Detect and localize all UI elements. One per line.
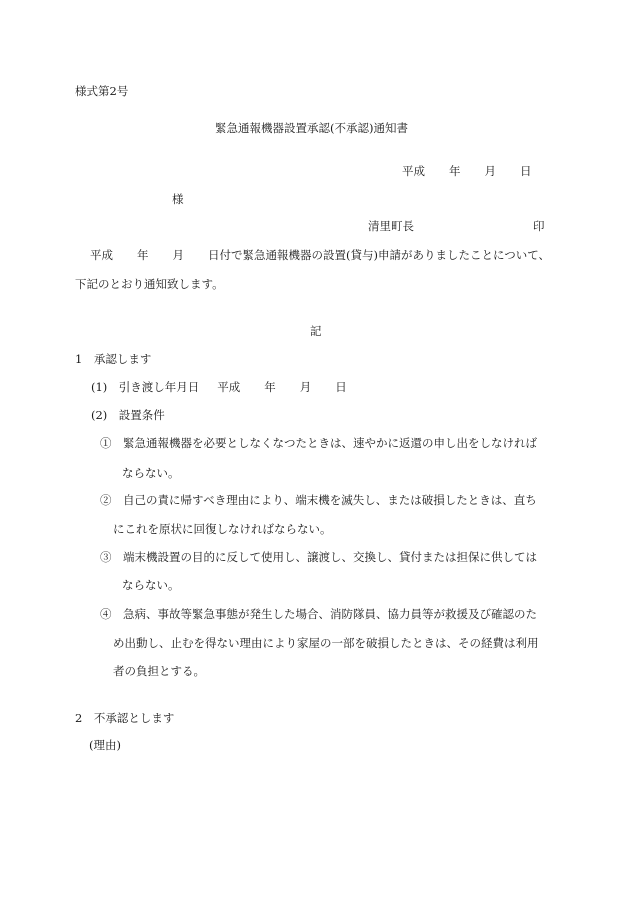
condition-1-line-1: ① 緊急通報機器を必要としなくなつたときは、速やかに返還の申し出をしなければ	[100, 436, 537, 450]
document-title: 緊急通報機器設置承認(不承認)通知書	[215, 121, 408, 135]
condition-3-line-2: ならない。	[122, 578, 180, 592]
date-year: 年	[449, 164, 461, 178]
condition-2-line-2: にこれを原状に回復しなければならない。	[113, 522, 332, 536]
body-paragraph-line-2: 下記のとおり通知致します。	[75, 277, 224, 291]
body-paragraph-line-1	[90, 250, 550, 262]
issue-date	[402, 166, 532, 178]
issuer-name: 清里町長	[368, 219, 414, 233]
date-era: 平成	[402, 164, 425, 178]
condition-3-line-1: ③ 端末機設置の目的に反して使用し、譲渡し、交換し、貸付または担保に供しては	[100, 550, 537, 564]
condition-4-line-1: ④ 急病、事故等緊急事態が発生した場合、消防隊員、協力員等が救援及び確認のた	[100, 607, 537, 621]
addressee: 様	[172, 192, 184, 206]
body-era: 平成	[90, 248, 113, 262]
delivery-date-item	[91, 382, 347, 394]
condition-2-line-1: ② 自己の責に帰すべき理由により、端末機を滅失し、または破損したときは、直ち	[100, 493, 537, 507]
issuer	[368, 219, 545, 233]
section-2-heading: 2 不承認とします	[75, 711, 175, 725]
body-year: 年	[137, 248, 149, 262]
body-text-1: 日付で緊急通報機器の設置(貸与)申請がありましたことについて、	[208, 248, 551, 262]
reason-label: (理由)	[89, 738, 121, 752]
delivery-month: 月	[299, 380, 312, 394]
delivery-year: 年	[264, 380, 276, 394]
condition-4-line-3: 者の負担とする。	[113, 664, 205, 678]
section-1-heading: 1 承認します	[75, 352, 152, 366]
form-number: 様式第2号	[75, 84, 129, 98]
delivery-era: 平成	[217, 380, 241, 394]
condition-1-line-2: ならない。	[122, 466, 180, 480]
ki-heading: 記	[310, 324, 322, 338]
date-day: 日	[520, 164, 532, 178]
conditions-heading: (2) 設置条件	[91, 408, 165, 422]
delivery-date-label: (1) 引き渡し年月日	[91, 380, 200, 394]
date-month: 月	[484, 164, 496, 178]
body-month: 月	[172, 248, 184, 262]
condition-4-line-2: め出動し、止むを得ない理由により家屋の一部を破損したときは、その経費は利用	[113, 636, 539, 650]
delivery-day: 日	[335, 380, 347, 394]
seal-mark: 印	[533, 219, 545, 233]
